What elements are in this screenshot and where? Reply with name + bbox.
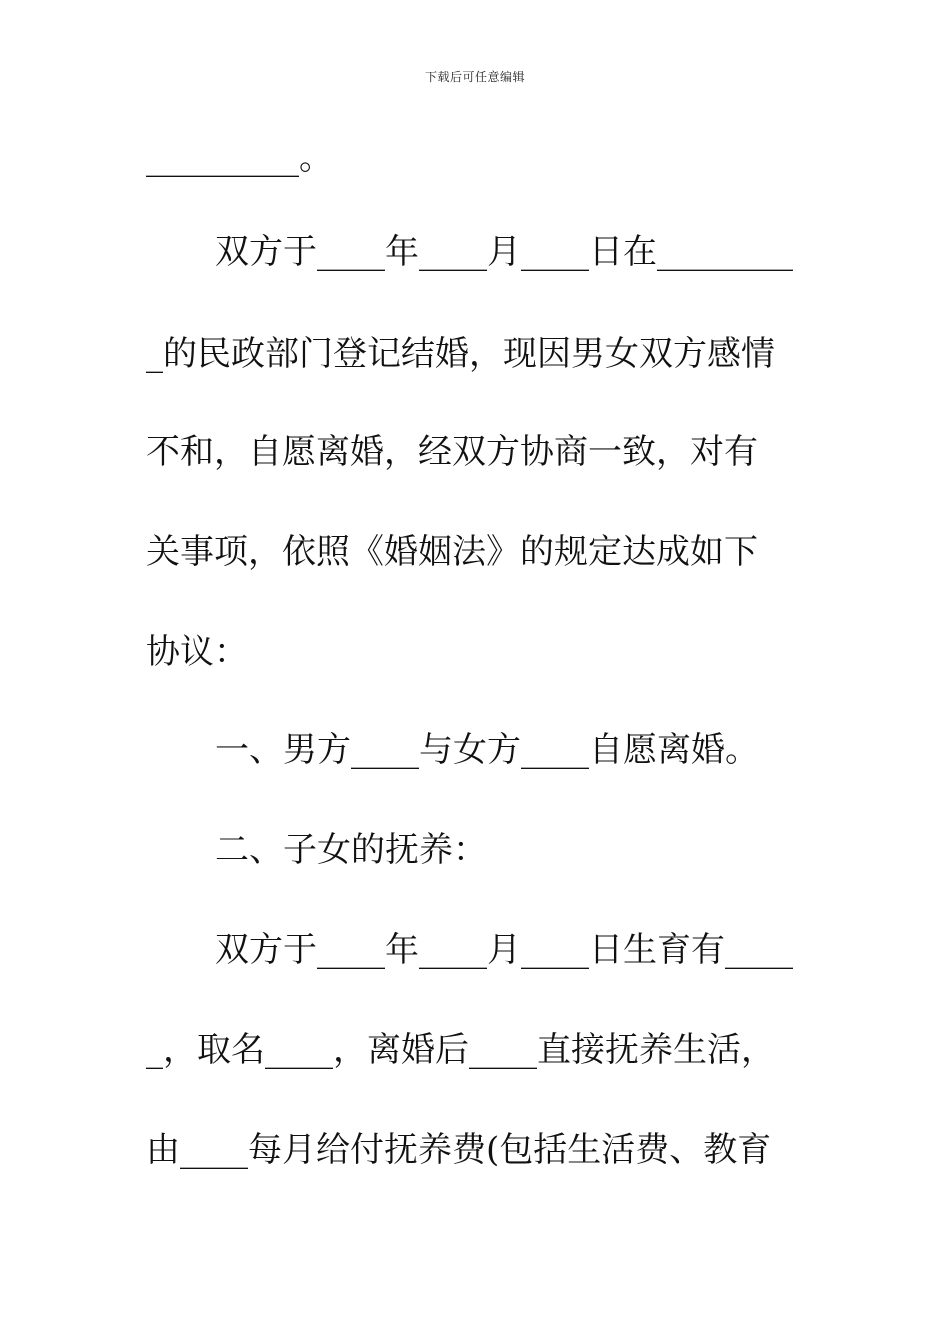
text-line-10: _，取名____，离婚后____直接抚养生活，: [146, 1030, 775, 1070]
text-line-1: _________。: [146, 138, 333, 178]
text-line-5: 关事项，依照《婚姻法》的规定达成如下: [146, 532, 758, 572]
text-line-4: 不和，自愿离婚，经双方协商一致，对有: [146, 432, 758, 472]
text-line-11: 由____每月给付抚养费(包括生活费、教育: [146, 1130, 772, 1170]
text-line-2: 双方于____年____月____日在________: [215, 232, 793, 272]
page-header-note: 下载后可任意编辑: [424, 70, 525, 84]
text-line-3: _的民政部门登记结婚，现因男女双方感情: [146, 334, 775, 374]
text-line-9: 双方于____年____月____日生育有____: [215, 930, 793, 970]
text-line-7: 一、男方____与女方____自愿离婚。: [215, 730, 759, 770]
text-line-8: 二、子女的抚养：: [215, 830, 487, 870]
text-line-6: 协议：: [146, 632, 248, 672]
